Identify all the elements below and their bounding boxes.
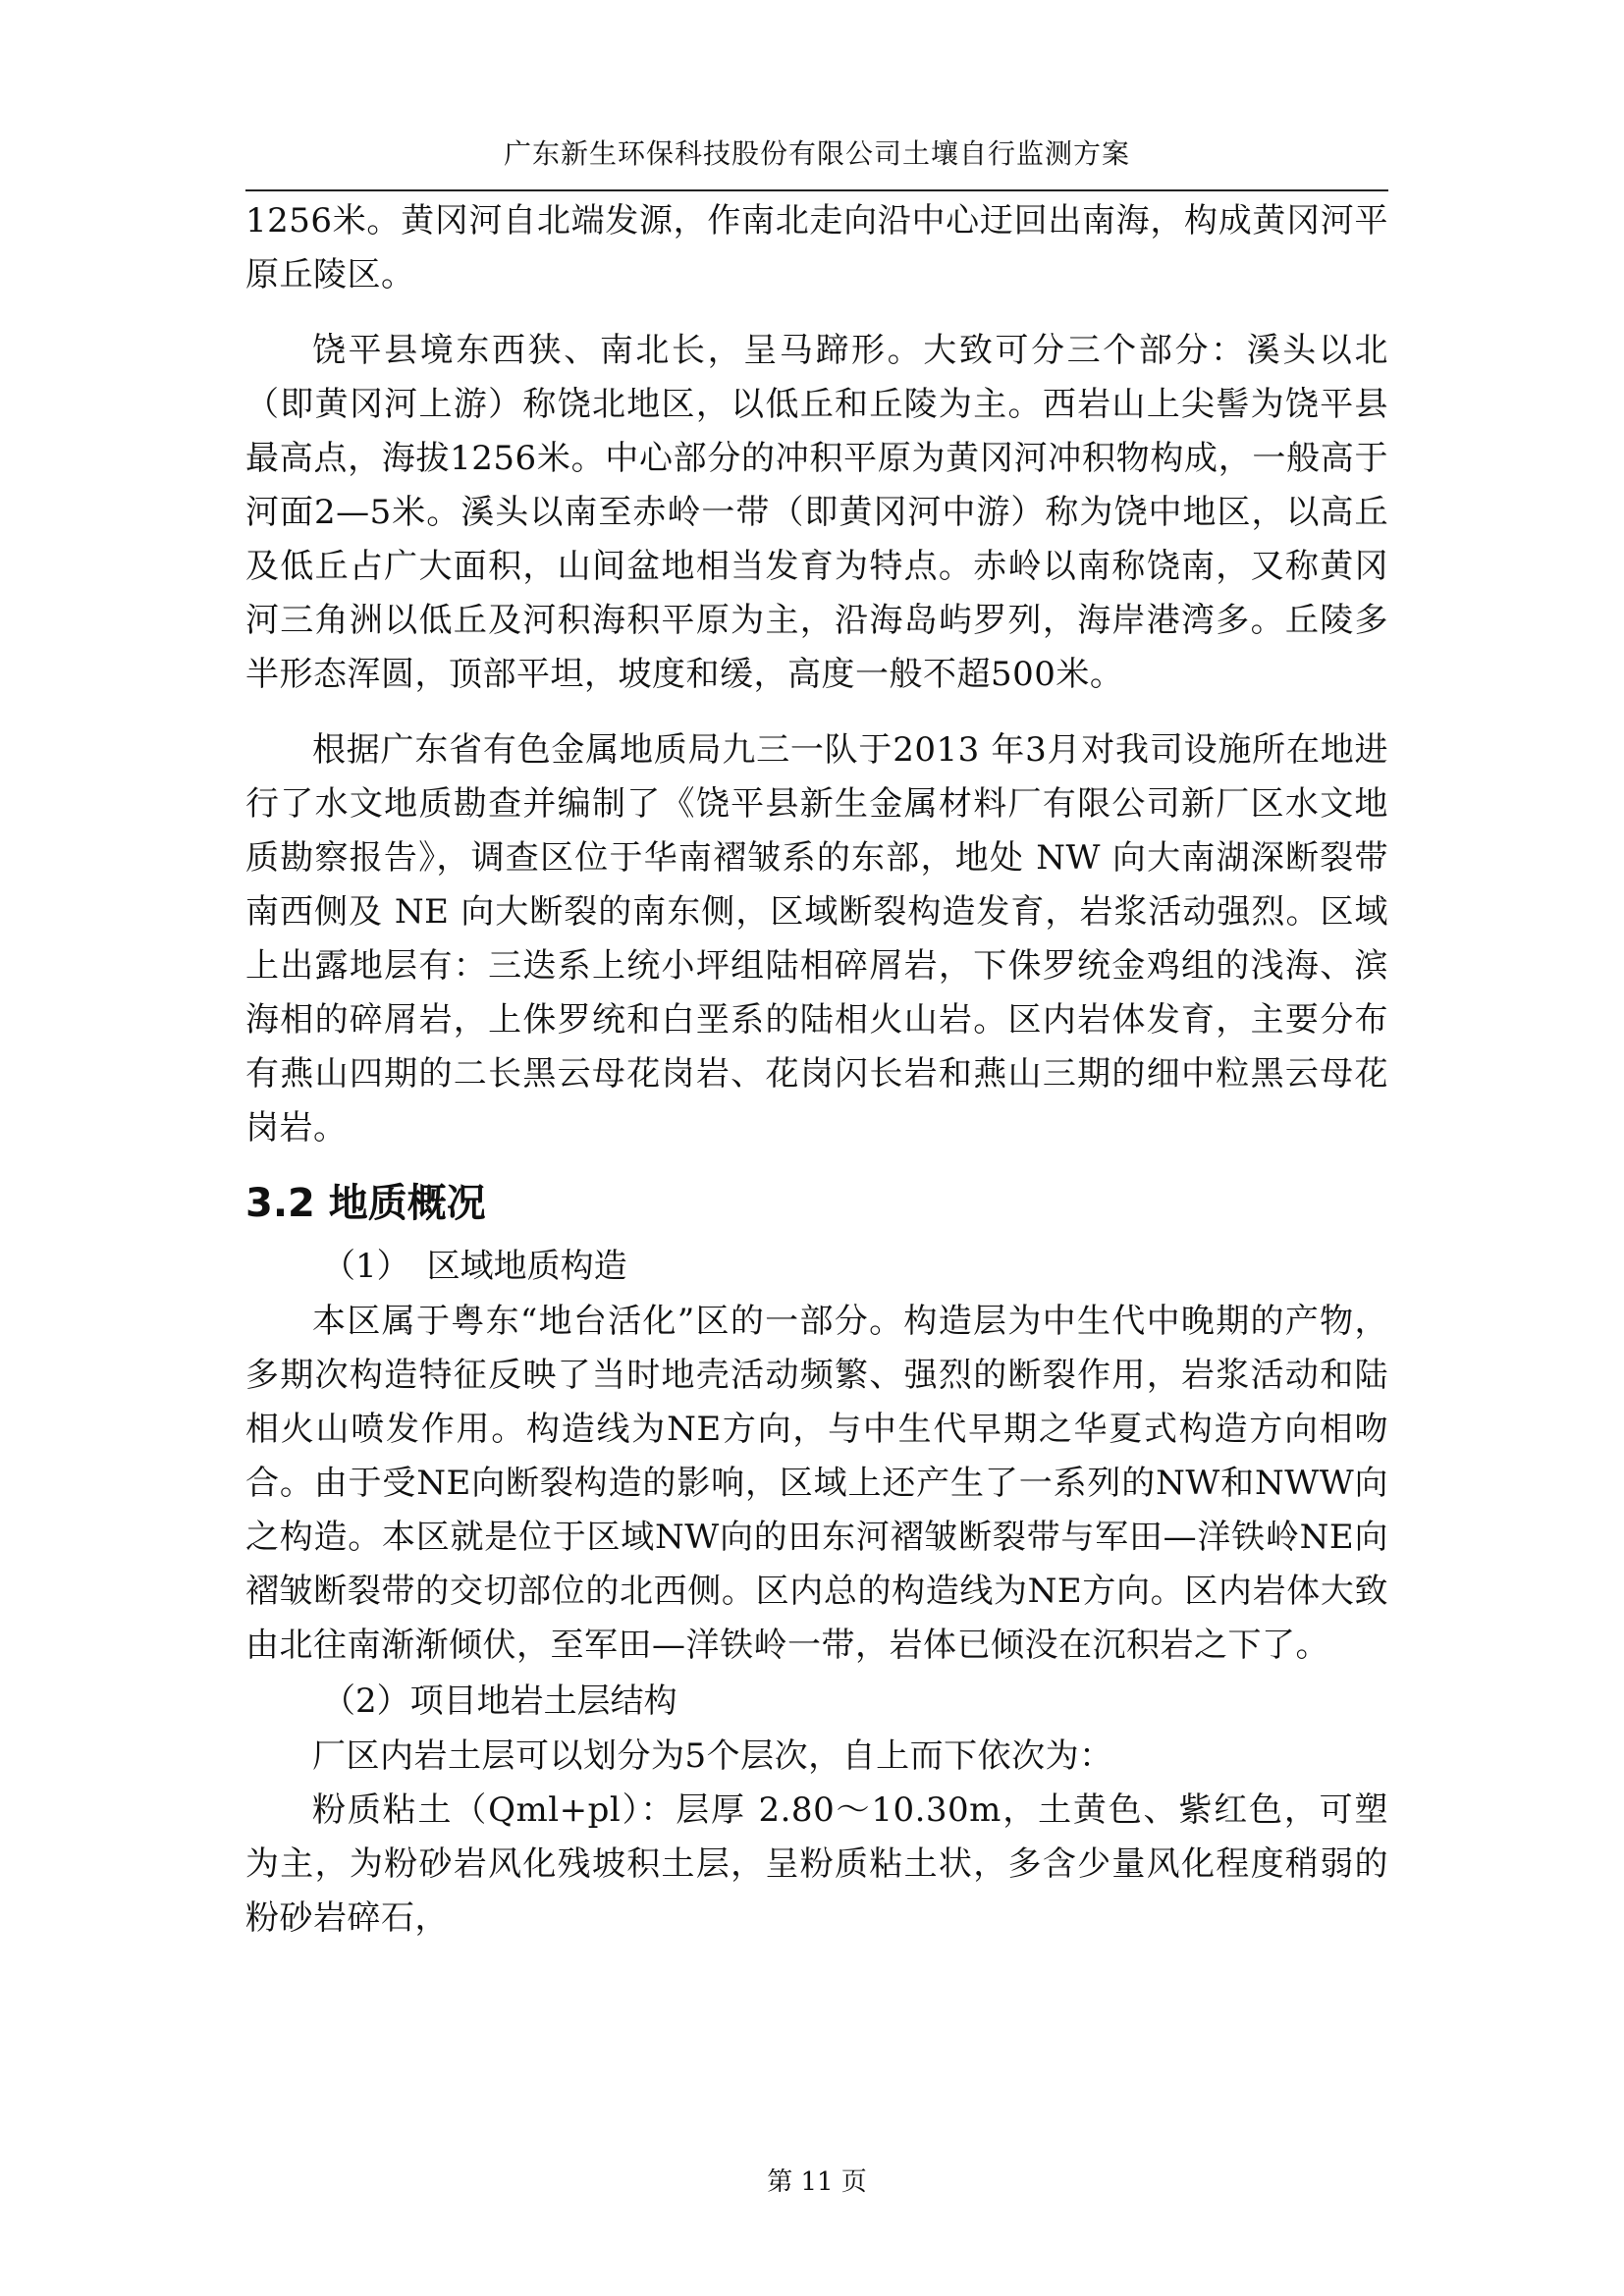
section-heading: 3.2 地质概况 (245, 1181, 486, 1226)
page-number: 第 11 页 (767, 2167, 867, 2197)
subheading-regional-geology: （1） 区域地质构造 (322, 1247, 627, 1286)
paragraph-terrain: 饶平县境东西狭、南北长，呈马蹄形。大致可分三个部分：溪头以北（即黄冈河上游）称饶北地区，以低丘和丘陵为主。西岩山上尖髻为饶平县最高点，海拔1256米。中心部分的冲积平原为黄冈河冲积物构成，一般高于河面2—5米。溪头以南至赤岭一带（即黄冈河中游）称为饶中地区，以高丘及低丘占广大面积，山间盆地相当发育为特点。赤岭以南称饶南，又称黄冈河三角洲以低丘及河积海积平原为主，沿海岛屿罗列，海岸港湾多。丘陵多半形态浑圆，顶部平坦，坡度和缓，高度一般不超500米。 (245, 331, 1388, 694)
paragraph-silty-clay: 粉质粘土（Qml+pl）：层厚 2.80～10.30m，土黄色、紫红色，可塑为主，为粉砂岩风化残坡积土层，呈粉质粘土状，多含少量风化程度稍弱的粉砂岩碎石， (245, 1790, 1388, 1938)
header-rule (245, 189, 1388, 191)
subheading-soil-structure: （2）项目地岩土层结构 (322, 1682, 677, 1721)
paragraph-continuation: 1256米。黄冈河自北端发源，作南北走向沿中心迂回出南海，构成黄冈河平原丘陵区。 (245, 201, 1388, 294)
document-body (245, 194, 1388, 1946)
paragraph-soil-layers-intro: 厂区内岩土层可以划分为5个层次，自上而下依次为： (312, 1736, 1113, 1776)
page-header: 广东新生环保科技股份有限公司土壤自行监测方案 (503, 137, 1130, 170)
paragraph-hydrogeology: 根据广东省有色金属地质局九三一队于2013 年3月对我司设施所在地进行了水文地质勘查并编制了《饶平县新生金属材料厂有限公司新厂区水文地质勘察报告》，调查区位于华南褶皱系的东部，地处 NW 向大南湖深断裂带南西侧及 NE 向大断裂的南东侧，区域断裂构造发育，岩浆活动强烈。区域上出露地层有：三迭系上统小坪组陆相碎屑岩，下侏罗统金鸡组的浅海、滨海相的碎屑岩，上侏罗统和白垩系的陆相火山岩。区内岩体发育，主要分布有燕山四期的二长黑云母花岗岩、花岗闪长岩和燕山三期的细中粒黑云母花岗岩。 (245, 730, 1388, 1148)
paragraph-regional-geology: 本区属于粤东“地台活化”区的一部分。构造层为中生代中晚期的产物，多期次构造特征反映了当时地壳活动频繁、强烈的断裂作用，岩浆活动和陆相火山喷发作用。构造线为NE方向，与中生代早期之华夏式构造方向相吻合。由于受NE向断裂构造的影响，区域上还产生了一系列的NW和NWW向之构造。本区就是位于区域NW向的田东河褶皱断裂带与军田—洋铁岭NE向褶皱断裂带的交切部位的北西侧。区内总的构造线为NE方向。区内岩体大致由北往南渐渐倾伏，至军田—洋铁岭一带，岩体已倾没在沉积岩之下了。 (245, 1302, 1388, 1665)
